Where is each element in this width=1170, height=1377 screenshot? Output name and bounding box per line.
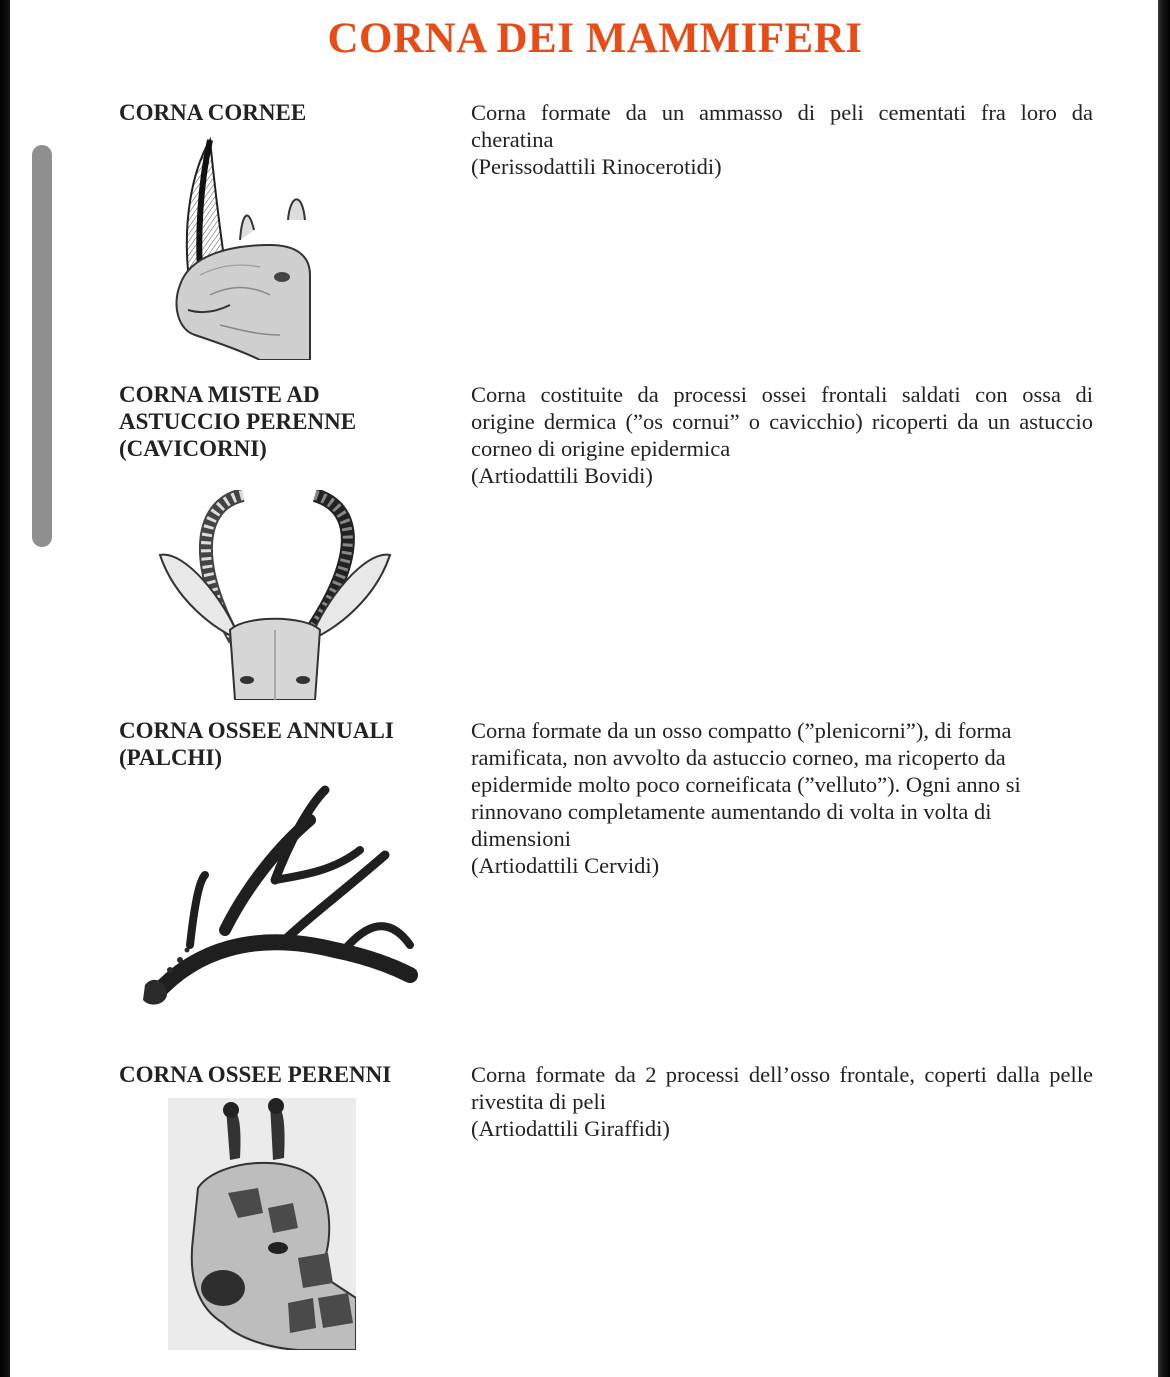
section-label-ossee-perenni: CORNA OSSEE PERENNI [119, 1062, 392, 1087]
taxon-group: (Artiodattili Giraffidi) [471, 1116, 670, 1141]
rhinoceros-head-illustration [170, 135, 315, 360]
screen-right-edge [1158, 0, 1170, 1377]
scrollbar-thumb[interactable] [32, 145, 52, 547]
section-desc-corna-cornee: Corna formate da un ammasso di peli cementati fra loro da cheratina (Perissodattili Rinocerotidi) [471, 100, 1093, 179]
page-title: CORNA DEI MAMMIFERI [327, 15, 863, 62]
section-desc-palchi: Corna formate da un osso compatto (”plenicorni”), di forma ramificata, non avvolto da astuccio corneo, ma ricoperto da epidermide molto poco corneificata (”velluto”). Ogni anno si rinnovano completamente aumentando di volta in volta di dimensioni (Artiodattili Cervidi) [471, 717, 1093, 879]
section-label-corna-cornee: CORNA CORNEE [119, 100, 307, 125]
section-label-cavicorni: CORNA MISTE AD ASTUCCIO PERENNE (CAVICORNI) [119, 382, 357, 461]
section-desc-cavicorni: Corna costituite da processi ossei frontali saldati con ossa di origine dermica (”os cornui” o cavicchio) ricoperti da un astuccio corneo di origine epidermica (Artiodattili Bovidi) [471, 382, 1093, 488]
giraffe-head-illustration [168, 1098, 356, 1350]
section-label-palchi: CORNA OSSEE ANNUALI (PALCHI) [119, 718, 394, 770]
taxon-group: (Perissodattili Rinocerotidi) [471, 154, 722, 179]
taxon-group: (Artiodattili Bovidi) [471, 463, 653, 488]
deer-antler-illustration [135, 780, 420, 1010]
antelope-head-illustration [155, 490, 395, 700]
taxon-group: (Artiodattili Cervidi) [471, 853, 660, 878]
section-desc-ossee-perenni: Corna formate da 2 processi dell’osso frontale, coperti dalla pelle rivestita di peli (Artiodattili Giraffidi) [471, 1062, 1093, 1141]
